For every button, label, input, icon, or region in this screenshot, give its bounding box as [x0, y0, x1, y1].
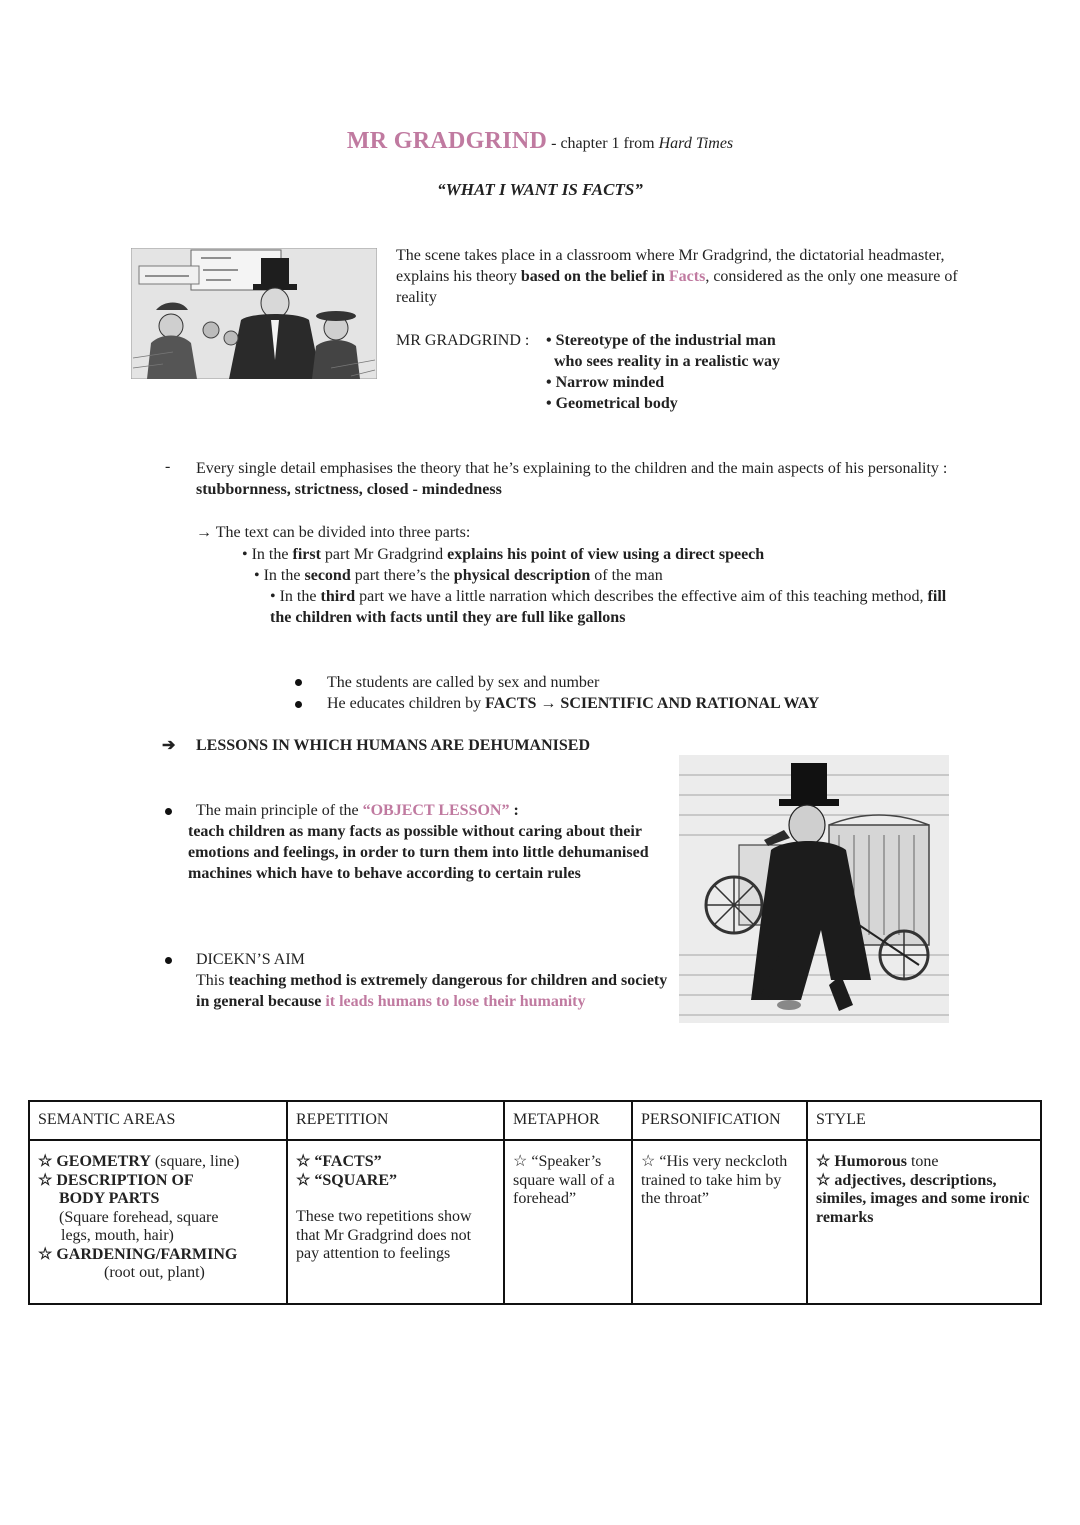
bullet-dot — [295, 679, 302, 686]
part-first — [242, 544, 764, 565]
gradgrind-traits — [546, 330, 780, 414]
cell-style — [807, 1140, 1041, 1304]
arrow-icon: ➔ — [162, 737, 176, 754]
cell-personification: ☆ “His very neckcloth trained to take him by the throat” — [632, 1140, 807, 1304]
repetition-body: These two repetitions show that Mr Gradgrind does not pay attention to feelings — [296, 1208, 472, 1262]
trait-item: • Geometrical body — [546, 395, 678, 412]
intro-facts: Facts — [668, 268, 706, 285]
part2-a: • In the — [254, 567, 305, 584]
object-lesson-t3: : — [509, 802, 519, 819]
semantic-line: BODY PARTS — [59, 1190, 160, 1207]
trait-item: • Stereotype of the industrial man — [546, 332, 776, 349]
style-line: ☆ adjectives, descriptions, similes, images and some ironic remarks — [816, 1171, 1030, 1226]
style-humorous: ☆ Humorous — [816, 1153, 907, 1170]
intro-text-1: The scene takes place in a classroom where Mr Gradgrind, the dictatorial headmaster, explains his theory — [396, 247, 945, 285]
literary-devices-table — [28, 1100, 1042, 1305]
part2-e: of the man — [590, 567, 663, 584]
aim-t4: it leads humans to lose their humanity — [325, 993, 586, 1010]
detail-paragraph — [196, 458, 966, 500]
gradgrind-illustration — [679, 755, 949, 1023]
part2-d: physical description — [453, 567, 591, 584]
trait-item: • Narrow minded — [546, 374, 665, 391]
bullet-students: The students are called by sex and number — [327, 674, 600, 691]
repetition-line: ☆ “FACTS” — [296, 1153, 382, 1170]
bullet-dot — [165, 957, 172, 964]
dash-bullet: - — [165, 458, 171, 475]
table-row — [29, 1140, 1041, 1304]
title-subtitle — [547, 135, 733, 152]
object-lesson-t1: The main principle of the — [196, 802, 363, 819]
part3-d: fill the children with facts until they are full like gallons — [270, 588, 947, 626]
part2-b: second — [304, 567, 351, 584]
table-header-row — [29, 1101, 1041, 1140]
intro-text-2: based on the belief in — [520, 268, 669, 285]
part3-b: third — [320, 588, 356, 605]
parts-intro: → The text can be divided into three parts: — [196, 524, 471, 541]
object-lesson-t2: “OBJECT LESSON” — [362, 802, 510, 819]
part2-c: part there’s the — [350, 567, 454, 584]
semantic-line: (root out, plant) — [104, 1264, 205, 1281]
semantic-line: ☆ GARDENING/FARMING — [38, 1245, 238, 1263]
bullet-dot — [165, 808, 172, 815]
semantic-geometry-examples: (square, line) — [150, 1153, 240, 1170]
title-quote: “WHAT I WANT IS FACTS” — [437, 180, 643, 199]
bullet-dot — [295, 701, 302, 708]
part1-c: part Mr Gradgrind — [320, 546, 448, 563]
aim-body — [196, 970, 676, 1012]
semantic-line: legs, mouth, hair) — [61, 1227, 174, 1244]
aim-label: DICEKN’S AIM — [196, 951, 305, 968]
cell-repetition — [287, 1140, 504, 1304]
header-personification: PERSONIFICATION — [632, 1101, 807, 1140]
detail-text-1: Every single detail emphasises the theory that he’s explaining to the children and the main aspects of his personality : — [196, 460, 948, 477]
book-title: Hard Times — [658, 135, 734, 152]
header-style: STYLE — [807, 1101, 1041, 1140]
part1-d: explains his point of view using a direct speech — [447, 546, 765, 563]
intro-text-4: , considered as the only one measure of reality — [396, 268, 958, 306]
semantic-geometry: ☆ GEOMETRY — [38, 1153, 151, 1170]
repetition-line: ☆ “SQUARE” — [296, 1171, 398, 1189]
semantic-line: ☆ DESCRIPTION OF — [38, 1171, 194, 1189]
part1-b: first — [292, 546, 321, 563]
aim-t1: This — [196, 972, 229, 989]
header-repetition: REPETITION — [287, 1101, 504, 1140]
part-second — [254, 565, 663, 586]
cell-semantic-areas — [29, 1140, 287, 1304]
title-main: MR GRADGRIND — [346, 128, 548, 154]
lessons-heading: LESSONS IN WHICH HUMANS ARE DEHUMANISED — [196, 737, 590, 754]
style-line — [816, 1153, 1032, 1172]
cell-metaphor: ☆ “Speaker’s square wall of a forehead” — [504, 1140, 632, 1304]
bullet-facts-a: He educates children by — [327, 695, 486, 712]
detail-text-2: stubbornness, strictness, closed - mindedness — [196, 481, 502, 498]
classroom-illustration — [131, 248, 377, 379]
object-lesson-body: teach children as many facts as possible without caring about their emotions and feelings, in order to turn them into little dehumanised machines which have to behave according to certain rules — [188, 823, 649, 882]
semantic-line: (Square forehead, square — [59, 1208, 219, 1226]
subtitle-text: - chapter 1 from — [547, 135, 659, 152]
part1-a: • In the — [242, 546, 293, 563]
semantic-line — [38, 1153, 278, 1172]
header-semantic-areas: SEMANTIC AREAS — [29, 1101, 287, 1140]
style-tone: tone — [906, 1153, 939, 1170]
bullet-facts — [327, 693, 819, 714]
intro-paragraph — [396, 245, 966, 308]
page-title — [0, 128, 1080, 155]
part3-a: • In the — [270, 588, 321, 605]
object-lesson-title — [196, 800, 519, 821]
aim-t3: is extremely dangerous for children and society in general because — [196, 972, 668, 1010]
header-metaphor: METAPHOR — [504, 1101, 632, 1140]
part3-c: part we have a little narration which describes the effective aim of this teaching method, — [355, 588, 928, 605]
gradgrind-label: MR GRADGRIND : — [396, 332, 530, 349]
trait-item: who sees reality in a realistic way — [554, 353, 781, 370]
bullet-facts-b: FACTS → SCIENTIFIC AND RATIONAL WAY — [485, 695, 820, 712]
part-third — [270, 586, 960, 628]
aim-t2: teaching method — [228, 972, 342, 989]
